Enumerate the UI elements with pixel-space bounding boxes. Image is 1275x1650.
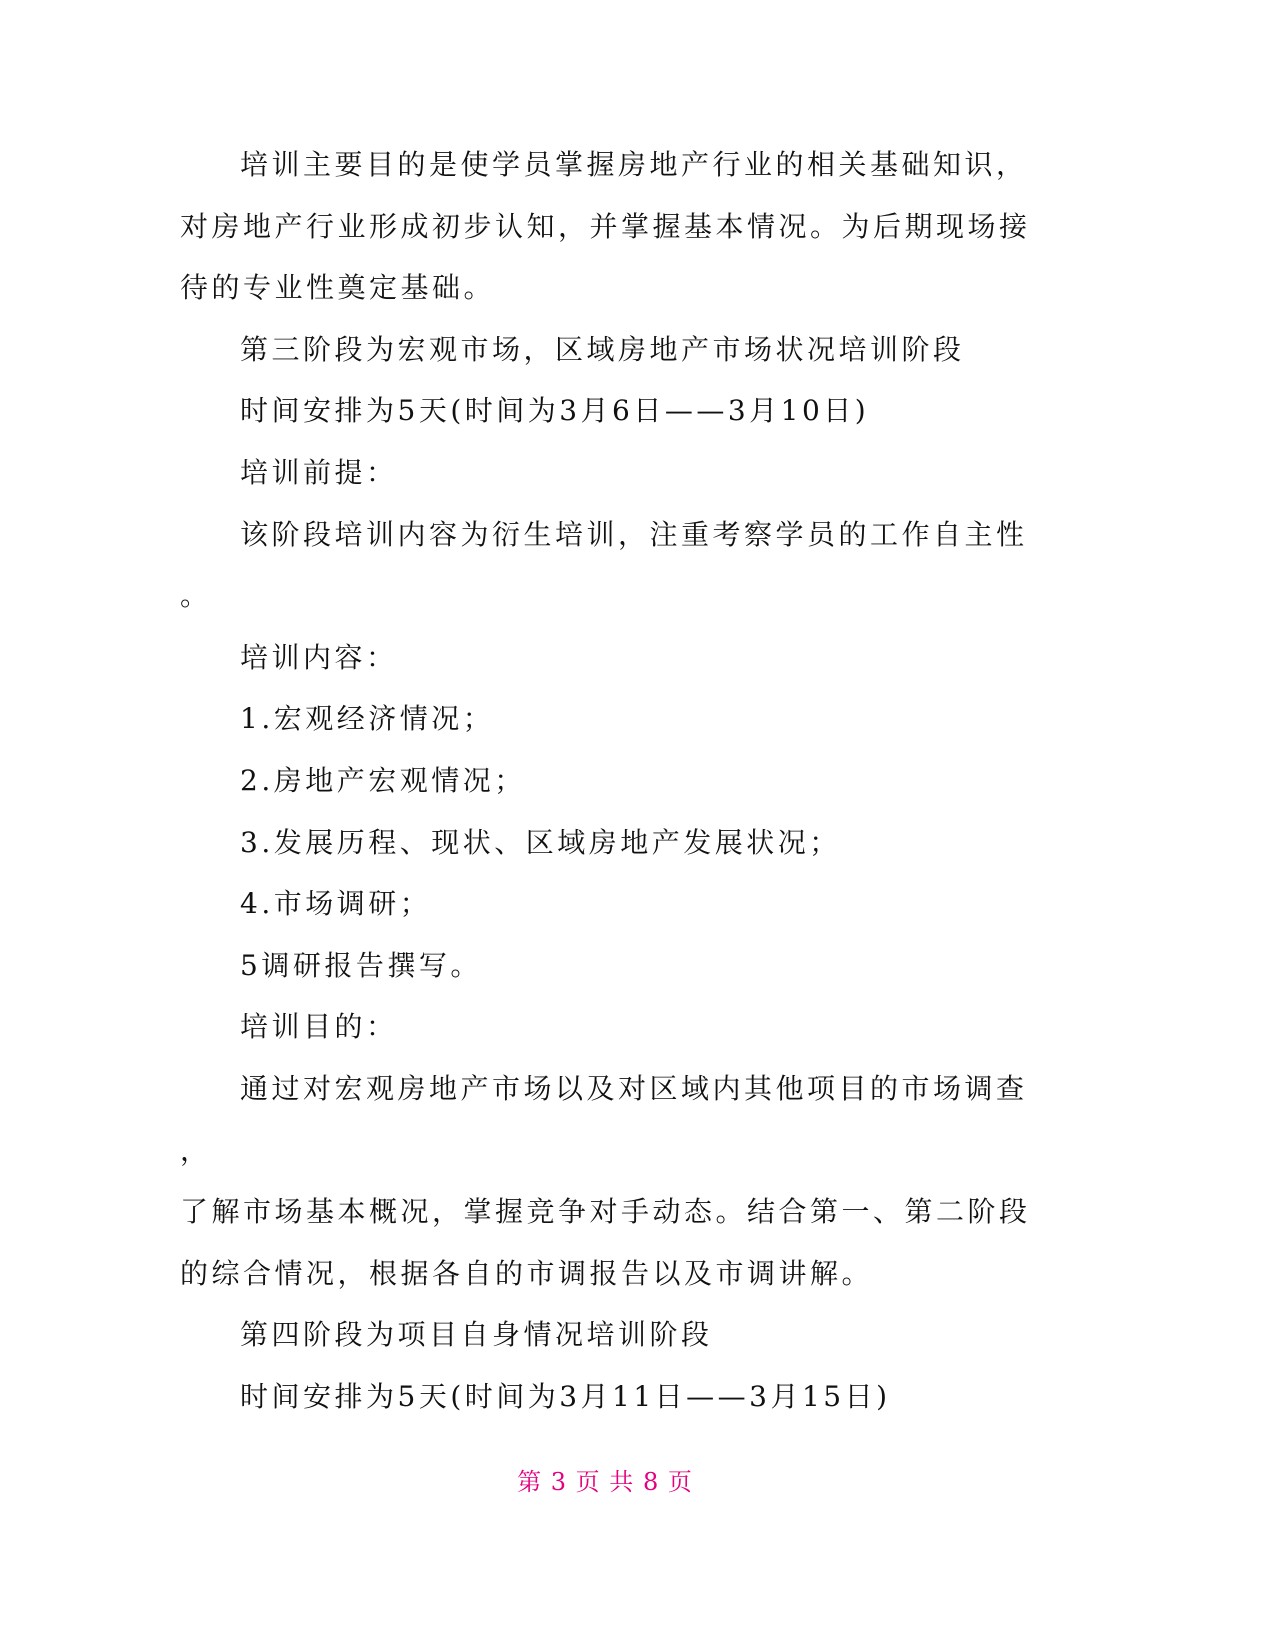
list-item [180,688,1050,750]
paragraph-line: 通过对宏观房地产市场以及对区域内其他项目的市场调查 [240,1071,1028,1105]
training-content-heading [180,627,1050,689]
training-goal-heading [180,996,1050,1058]
paragraph-line: 1.宏观经济情况； [240,702,495,736]
paragraph-line: 第四阶段为项目自身情况培训阶段 [240,1318,713,1352]
paragraph-line: 待的专业性奠定基础。 [180,271,496,305]
paragraph-training-purpose-basics [180,134,1050,319]
paragraph-line: 时间安排为5天(时间为3月6日——3月10日) [240,394,870,428]
training-premise-text [180,504,1050,627]
list-item [180,750,1050,812]
paragraph-line: 2.房地产宏观情况； [240,763,526,797]
paragraph-line: ， [180,1133,212,1167]
paragraph-line: 第三阶段为宏观市场，区域房地产市场状况培训阶段 [240,332,965,366]
stage-three-schedule [180,380,1050,442]
paragraph-line: 时间安排为5天(时间为3月11日——3月15日) [240,1379,891,1413]
page-number-footer: 第 3 页 共 8 页 [517,1468,693,1496]
paragraph-line: 5调研报告撰写。 [240,948,482,982]
paragraph-line: 该阶段培训内容为衍生培训，注重考察学员的工作自主性 [240,517,1028,551]
paragraph-line: 的综合情况，根据各自的市调报告以及市调讲解。 [180,1256,874,1290]
paragraph-line: 培训内容： [240,640,398,674]
paragraph-line: 4.市场调研； [240,887,432,921]
paragraph-line: 3.发展历程、现状、区域房地产发展状况； [240,825,841,859]
paragraph-line: 培训前提： [240,455,398,489]
stage-three-heading [180,319,1050,381]
training-goal-text [180,1058,1050,1304]
paragraph-line: 培训目的： [240,1010,398,1044]
paragraph-line: 。 [180,579,212,613]
stage-four-heading [180,1304,1050,1366]
document-body [180,134,1050,1427]
paragraph-line: 了解市场基本概况，掌握竞争对手动态。结合第一、第二阶段 [180,1195,1031,1229]
list-item [180,873,1050,935]
stage-four-schedule [180,1366,1050,1428]
list-item [180,935,1050,997]
list-item [180,812,1050,874]
paragraph-line: 对房地产行业形成初步认知，并掌握基本情况。为后期现场接 [180,209,1031,243]
paragraph-line: 培训主要目的是使学员掌握房地产行业的相关基础知识， [240,148,1028,181]
training-premise-heading [180,442,1050,504]
